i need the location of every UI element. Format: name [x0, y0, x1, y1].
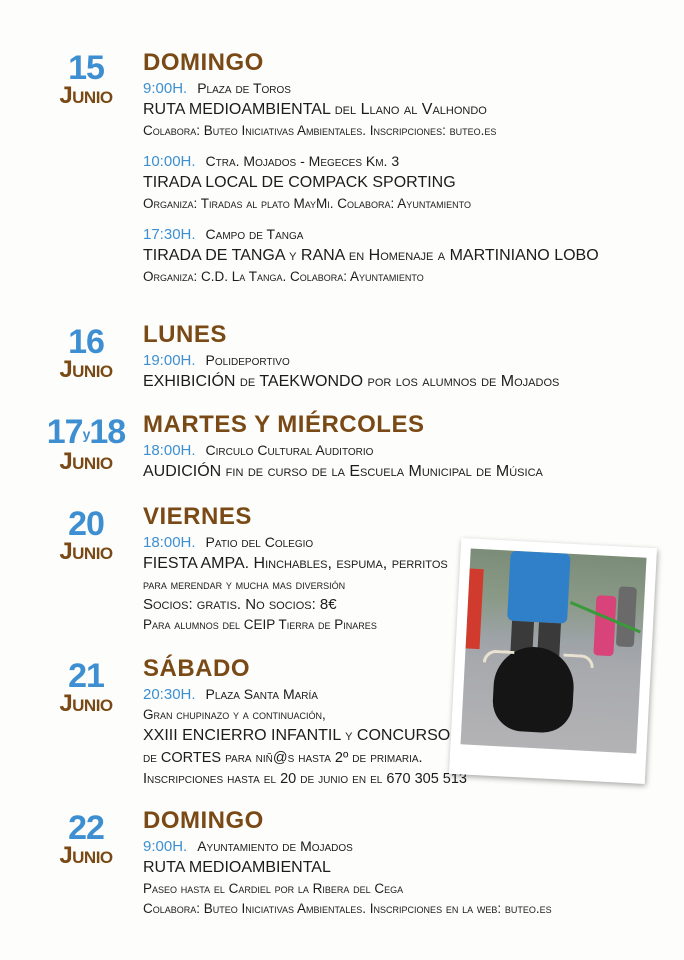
event-detail: para merendar y mucha mas diversión [143, 577, 346, 592]
day-number: 16 [68, 323, 104, 361]
polaroid-photo [449, 538, 657, 784]
date-badge [40, 49, 132, 109]
event-title: AUDICIÓN fin de curso de la Escuela Municipal de Música [143, 463, 543, 480]
month-label: Junio [59, 842, 113, 869]
event-time: 10:00H. [143, 153, 196, 170]
month-label: Junio [59, 448, 113, 476]
day-name: DOMINGO [143, 49, 264, 76]
event-place: Ayuntamiento de Mojados [197, 838, 353, 854]
day-content [143, 322, 674, 393]
day-name: SÁBADO [143, 655, 251, 682]
event-place: Campo de Tanga [205, 226, 304, 242]
event-detail: Organiza: C.D. La Tanga. Colabora: Ayuntamiento [143, 269, 424, 284]
month-label: Junio [59, 690, 113, 717]
event-time: 9:00H. [143, 80, 188, 97]
event-place: Circulo Cultural Auditorio [205, 442, 374, 458]
day-number: 22 [68, 809, 104, 847]
date-badge [40, 657, 132, 717]
month-label: Junio [59, 356, 113, 383]
event-detail: Organiza: Tiradas al plato MayMi. Colabora: Ayuntamiento [143, 196, 471, 211]
event-detail: de CORTES para niñ@s hasta 2º de primaria. [143, 750, 423, 766]
day-content [143, 50, 674, 287]
event-detail: Colabora: Buteo Iniciativas Ambientales. Inscripciones en la web: buteo.es [143, 901, 552, 916]
event [143, 78, 674, 141]
event-title: TIRADA LOCAL DE COMPACK SPORTING [143, 174, 456, 191]
day-number-2: 18 [89, 413, 126, 451]
event-detail: Colabora: Buteo Iniciativas Ambientales. Inscripciones: buteo.es [143, 123, 497, 138]
event-title: RUTA MEDIOAMBIENTAL [143, 859, 331, 876]
event [143, 836, 674, 919]
event-detail: Socios: gratis. No socios: 8€ [143, 596, 337, 613]
month-label: Junio [59, 538, 113, 565]
day-number: 21 [68, 657, 104, 695]
event-time: 20:30H. [143, 686, 196, 703]
event [143, 350, 674, 393]
event-time: 18:00H. [143, 442, 196, 459]
event-title: FIESTA AMPA. Hinchables, espuma, perritos [143, 555, 448, 572]
event-time: 19:00H. [143, 352, 196, 369]
event-title: EXHIBICIÓN de TAEKWONDO por los alumnos de Mojados [143, 373, 560, 390]
event [143, 440, 674, 483]
event-detail: Paseo hasta el Cardiel por la Ribera del Cega [143, 881, 404, 896]
event-title: RUTA MEDIOAMBIENTAL del Llano al Valhondo [143, 101, 487, 118]
event [143, 224, 674, 287]
day-name: MARTES Y MIÉRCOLES [143, 411, 425, 438]
day-name: VIERNES [143, 503, 252, 530]
encierro-photo-image [461, 549, 647, 754]
date-badge [40, 413, 132, 476]
event-place: Plaza de Toros [197, 80, 291, 96]
day-number: 20 [68, 505, 104, 543]
event-place: Ctra. Mojados - Megeces Km. 3 [205, 153, 400, 169]
event-place: Plaza Santa María [205, 686, 318, 702]
event-time: 9:00H. [143, 838, 188, 855]
day-content [143, 412, 674, 483]
event-detail: Inscripciones hasta el 20 de junio en el 670 305 513 [143, 771, 467, 787]
event [143, 151, 674, 214]
month-label: Junio [59, 82, 113, 109]
day-content [143, 808, 674, 919]
event-time: 17:30H. [143, 226, 196, 243]
event-time: 18:00H. [143, 534, 196, 551]
day-number: 17 [46, 413, 83, 451]
event-detail: Para alumnos del CEIP Tierra de Pinares [143, 617, 377, 632]
date-badge [40, 323, 132, 383]
event-place: Polideportivo [205, 352, 290, 368]
event-place: Patio del Colegio [205, 534, 314, 550]
day-number: 15 [68, 49, 104, 87]
conjunction: y [82, 426, 90, 443]
event-title: TIRADA DE TANGA y RANA en Homenaje a MARTINIANO LOBO [143, 247, 599, 264]
event-detail: Gran chupinazo y a continuación, [143, 707, 326, 722]
day-name: LUNES [143, 321, 227, 348]
event-title: XXIII ENCIERRO INFANTIL y CONCURSO [143, 727, 451, 744]
date-badge [40, 505, 132, 565]
date-badge [40, 809, 132, 869]
day-name: DOMINGO [143, 807, 264, 834]
